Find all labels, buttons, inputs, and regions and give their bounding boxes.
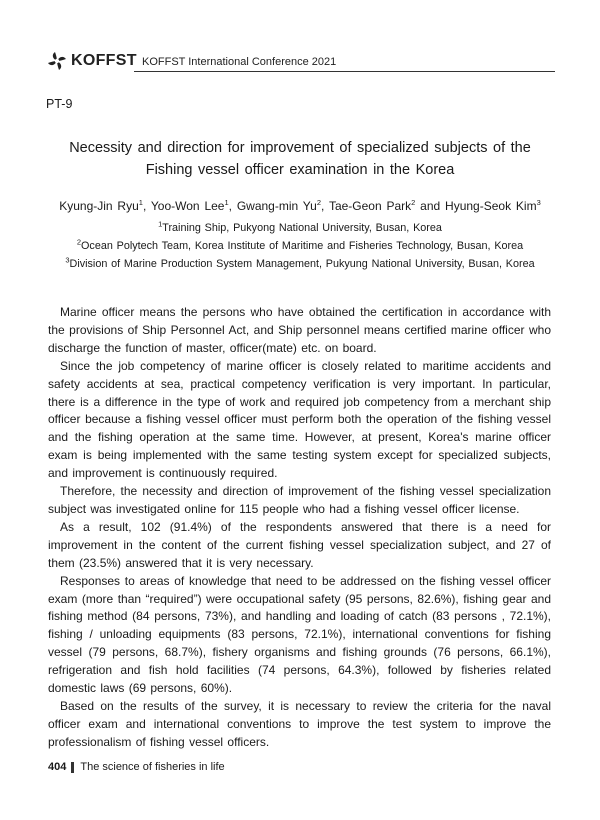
paragraph: Therefore, the necessity and direction of improvement of the fishing vessel specialization subject was investigated online for 115 people who had a fishing vessel officer license. bbox=[48, 484, 551, 516]
paragraph: Based on the results of the survey, it is necessary to review the criteria for the naval officer exam and international conventions to improve the test system to improve the professionalism of fishing vessel officers. bbox=[48, 698, 551, 749]
author-separator: , bbox=[228, 199, 237, 213]
koffst-logo bbox=[46, 50, 137, 72]
paper-title bbox=[50, 137, 550, 181]
conference-name: KOFFST International Conference 2021 bbox=[142, 56, 337, 68]
author-separator: , bbox=[320, 199, 329, 213]
affiliation-3 bbox=[40, 255, 560, 270]
affiliation-number: 1 bbox=[158, 219, 163, 229]
author-affiliation-mark: 3 bbox=[536, 198, 541, 207]
author-name: Kyung-Jin Ryu bbox=[59, 199, 139, 213]
author-separator: , bbox=[142, 199, 151, 213]
author-affiliation-mark: 1 bbox=[138, 198, 143, 207]
footer-bar-mark bbox=[71, 762, 74, 773]
paper-id: PT-9 bbox=[46, 97, 73, 111]
title-line-2: Fishing vessel officer examination in the Korea bbox=[145, 162, 455, 178]
logo-wordmark: KOFFST bbox=[71, 52, 137, 69]
journal-name: The science of fisheries in life bbox=[80, 761, 225, 773]
affiliation-text: Division of Marine Production System Management, Pukyung National University, Busan, Korea bbox=[69, 258, 535, 270]
paragraph: As a result, 102 (91.4%) of the respondents answered that there is a need for improvement in the content of the current fishing vessel specialization subject, and 27 of them (23.5%) answered that it is very necessary. bbox=[48, 519, 551, 570]
header-divider bbox=[134, 71, 555, 72]
affiliation-text: Ocean Polytech Team, Korea Institute of Maritime and Fisheries Technology, Busan, Korea bbox=[81, 240, 524, 252]
swirl-logo-icon bbox=[46, 50, 68, 72]
author-name: Tae-Geon Park bbox=[328, 199, 412, 213]
author-affiliation-mark: 2 bbox=[316, 198, 321, 207]
paragraph: Marine officer means the persons who have obtained the certification in accordance with the provisions of Ship Personnel Act, and Ship personnel means certified marine officer who discharge the function of master, officer(mate) etc. on board. bbox=[48, 305, 551, 355]
page-footer bbox=[48, 761, 225, 773]
author-list bbox=[40, 199, 560, 213]
affiliation-1 bbox=[40, 219, 560, 234]
author-separator: and bbox=[415, 199, 446, 213]
affiliation-2 bbox=[40, 237, 560, 252]
author-name: Yoo-Won Lee bbox=[150, 199, 225, 213]
paragraph: Responses to areas of knowledge that need to be addressed on the fishing vessel officer exam (more than “required”) were occupational safety (95 persons, 82.6%), fishing gear and fishing method (84 persons, 73%), and handling and loading of catch (83 persons , 72.1%), fishing / unloading equipments (83 persons, 72.1%), international conventions for fishing vessel (79 persons, 68.7%), fishery organisms and fishing grounds (76 persons, 66.1%), refrigeration and fish hold facilities (74 persons, 64.3%), followed by fisheries related domestic laws (69 persons, 60%). bbox=[48, 573, 551, 696]
affiliation-number: 2 bbox=[76, 237, 82, 247]
page-number: 404 bbox=[48, 761, 67, 773]
affiliation-number: 3 bbox=[65, 255, 70, 265]
title-line-1: Necessity and direction for improvement of specialized subjects of the bbox=[69, 140, 531, 156]
paragraph: Since the job competency of marine officer is closely related to maritime accidents and safety accidents at sea, practical competency verification is very important. In particular, there is a difference in the type of work and required job competency from a merchant ship officer because a fishing vessel officer must perform both the operation of the fishing vessel and the fishing operation at the same time. However, at present, Korea's marine officer exam is being implemented with the same testing system except for specialized subjects, and improvement is continuously required. bbox=[48, 358, 551, 481]
abstract-body bbox=[48, 304, 551, 752]
page-header bbox=[46, 50, 555, 74]
affiliation-text: Training Ship, Pukyong National University, Busan, Korea bbox=[162, 222, 442, 234]
author-affiliation-mark: 2 bbox=[411, 198, 416, 207]
author-name: Gwang-min Yu bbox=[236, 199, 317, 213]
author-affiliation-mark: 1 bbox=[224, 198, 229, 207]
author-name: Hyung-Seok Kim bbox=[445, 199, 537, 213]
